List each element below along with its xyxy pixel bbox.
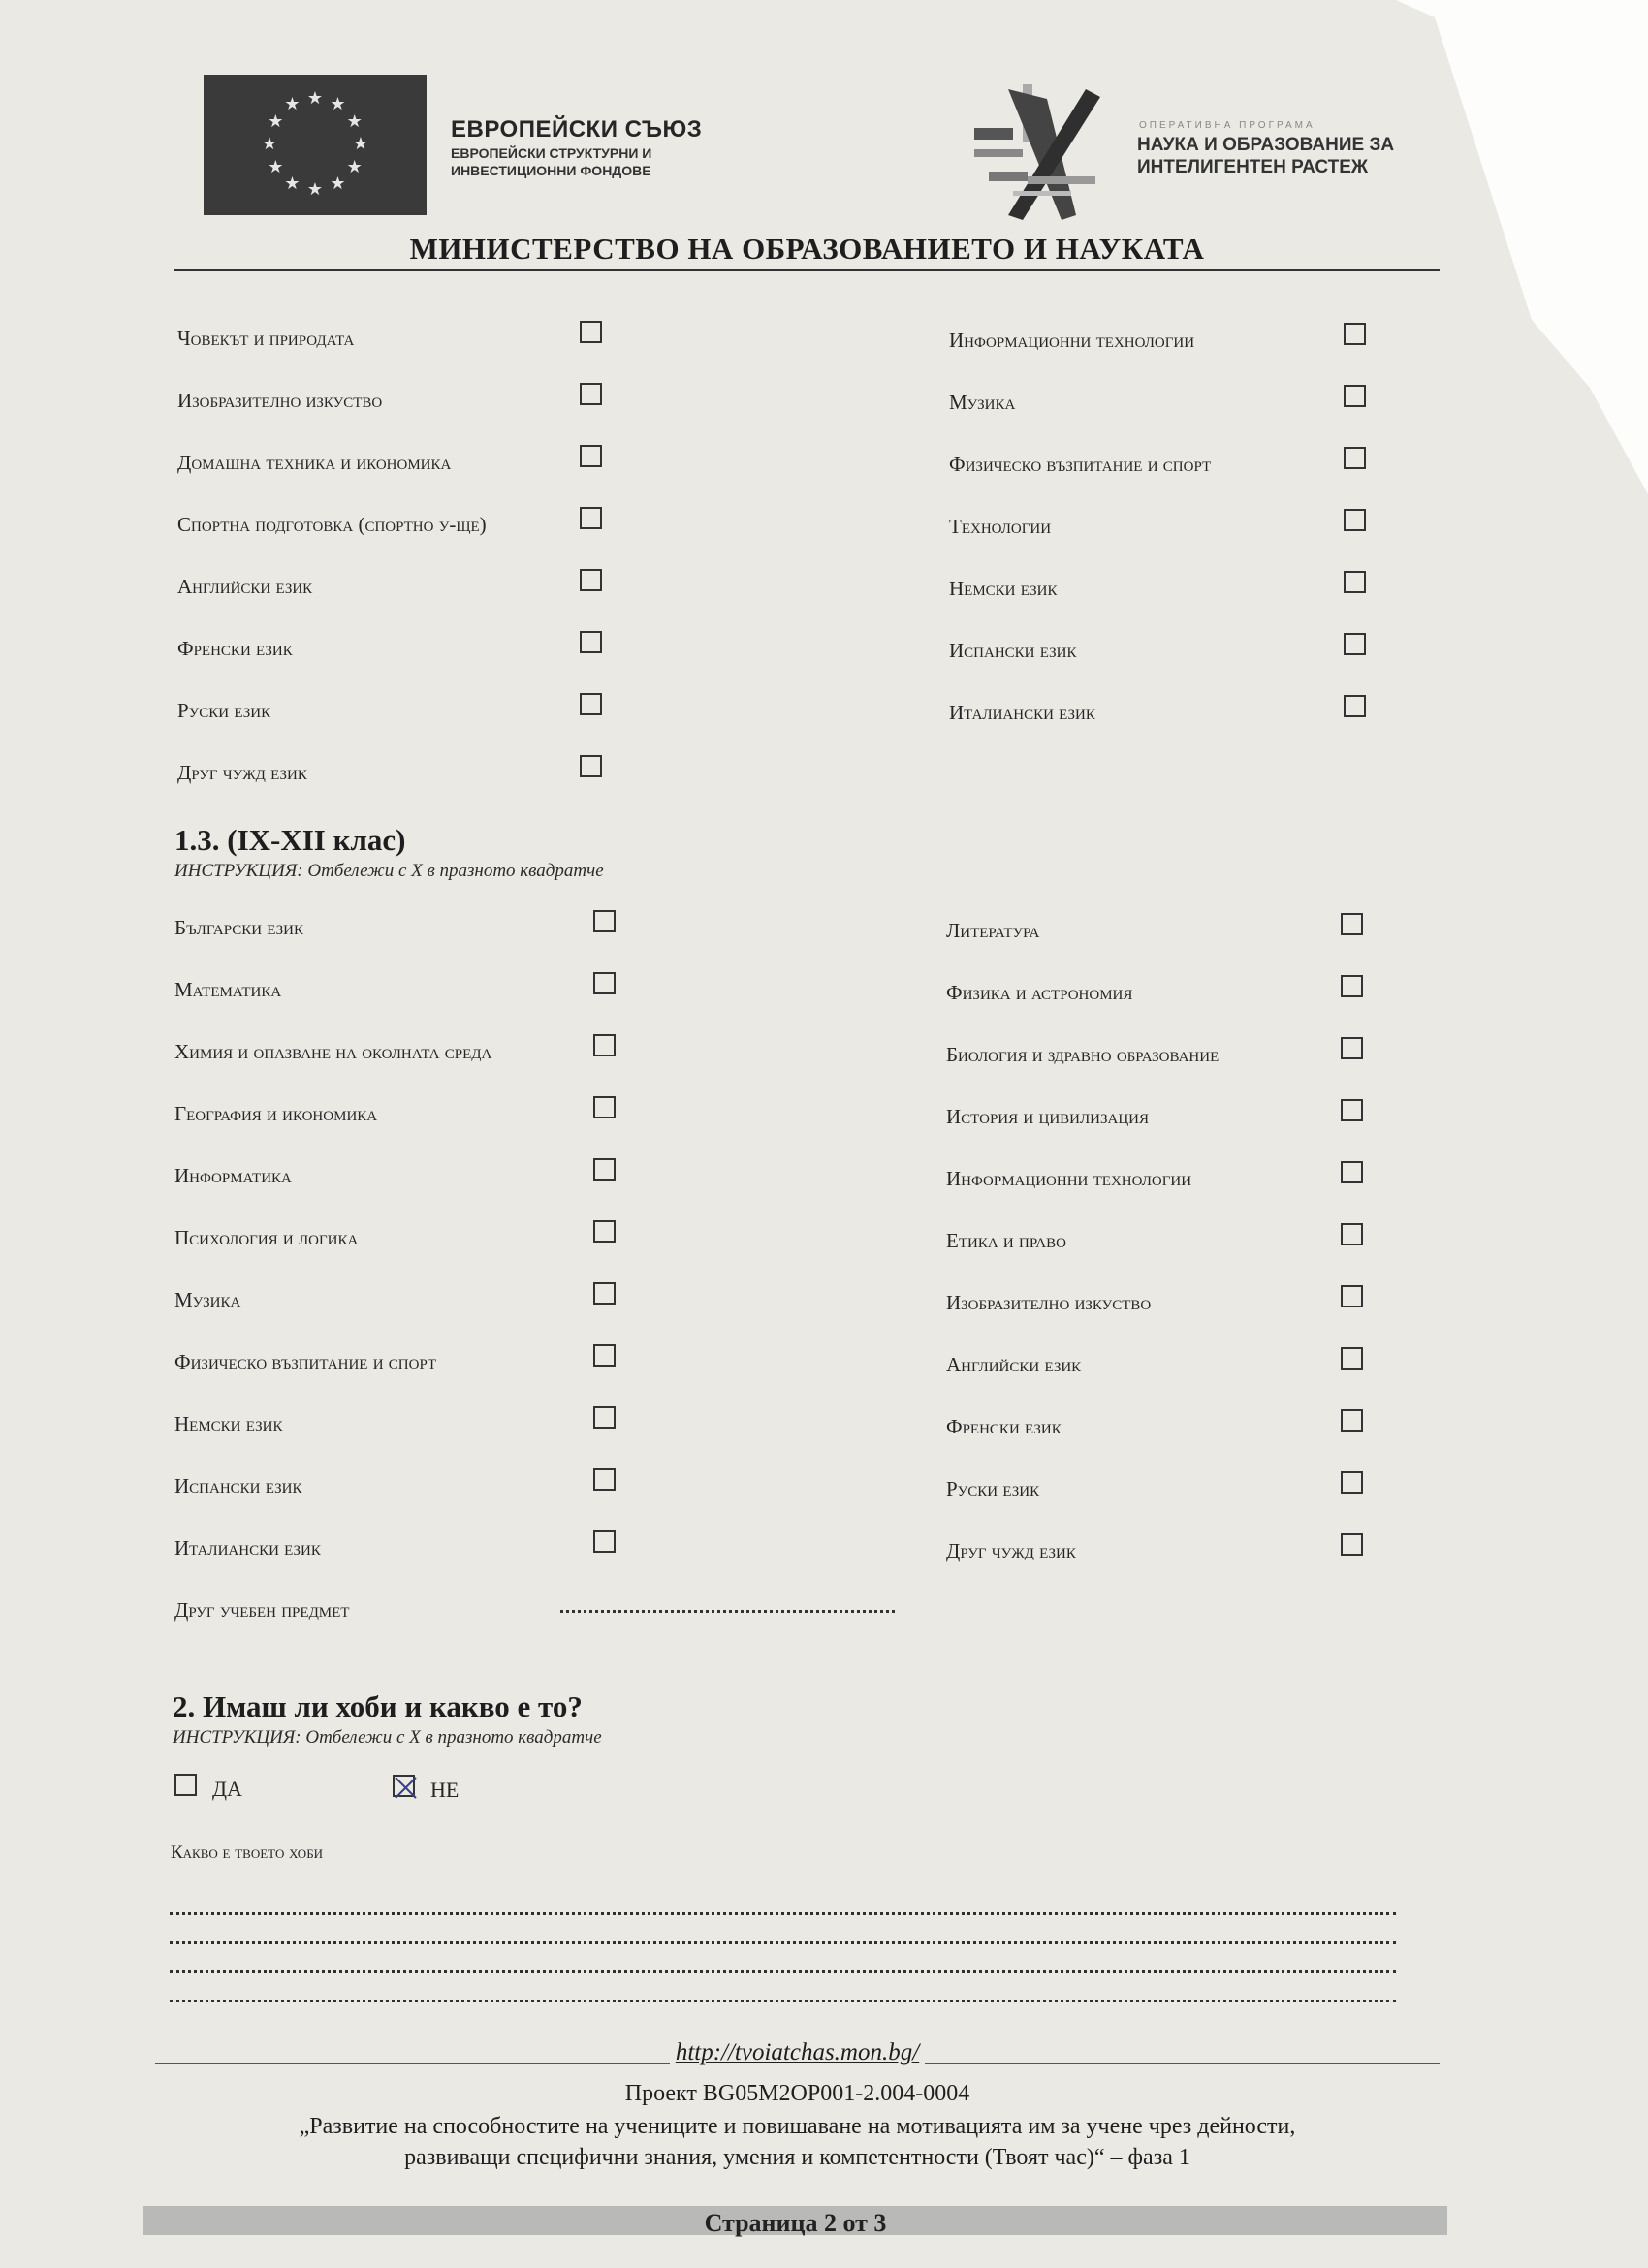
subject-label: Музика: [949, 391, 1016, 414]
subject-label: Български език: [174, 916, 304, 939]
subject-checkbox[interactable]: [580, 321, 602, 343]
subject-checkbox[interactable]: [1344, 695, 1366, 717]
footer-project-title-line1: „Развитие на способностите на учениците и повишаване на мотивацията им за учене чрез дейности,: [299, 2114, 1296, 2139]
op-science-education-logo: [969, 79, 1115, 225]
subject-checkbox[interactable]: [593, 1530, 616, 1553]
eu-star-icon: ★: [346, 156, 363, 177]
subject-label: Биология и здравно образование: [946, 1043, 1220, 1066]
subject-checkbox[interactable]: [1341, 975, 1363, 997]
subject-checkbox[interactable]: [580, 383, 602, 405]
subject-checkbox[interactable]: [1341, 1099, 1363, 1121]
checkmark-x-icon: [395, 1777, 417, 1799]
subject-checkbox[interactable]: [593, 972, 616, 994]
subject-checkbox[interactable]: [1341, 1471, 1363, 1494]
section-1-3-title: 1.3. (IX-XII клас): [174, 823, 406, 857]
eu-star-icon: ★: [284, 94, 301, 115]
eu-star-icon: ★: [306, 179, 324, 200]
subject-label: Химия и опазване на околната среда: [174, 1040, 492, 1063]
section-2-title: 2. Имаш ли хоби и какво е то?: [173, 1689, 583, 1723]
hobby-no-label: НЕ: [430, 1778, 460, 1802]
subject-label: Физическо възпитание и спорт: [949, 453, 1212, 476]
subject-label: Френски език: [177, 637, 293, 660]
subject-label: Италиански език: [949, 701, 1095, 724]
subject-checkbox[interactable]: [1344, 323, 1366, 345]
subject-checkbox[interactable]: [1344, 385, 1366, 407]
eu-star-icon: ★: [346, 110, 363, 132]
subject-checkbox[interactable]: [1341, 1533, 1363, 1556]
subject-checkbox[interactable]: [1344, 633, 1366, 655]
subject-label: Психология и логика: [174, 1226, 359, 1249]
eu-title: ЕВРОПЕЙСКИ СЪЮЗ: [451, 116, 703, 142]
subject-checkbox[interactable]: [1341, 1161, 1363, 1183]
subject-checkbox[interactable]: [593, 1344, 616, 1367]
op-name-line2: ИНТЕЛИГЕНТЕН РАСТЕЖ: [1137, 157, 1369, 177]
hobby-answer-line-1[interactable]: [170, 1911, 1396, 1915]
subject-checkbox[interactable]: [1341, 1285, 1363, 1307]
subject-checkbox[interactable]: [593, 1034, 616, 1056]
eu-subtitle-line2: ИНВЕСТИЦИОННИ ФОНДОВЕ: [451, 163, 651, 178]
subject-checkbox[interactable]: [593, 1096, 616, 1118]
subject-checkbox[interactable]: [580, 693, 602, 715]
op-small-caption: ОПЕРАТИВНА ПРОГРАМА: [1139, 120, 1315, 131]
eu-star-icon: ★: [330, 173, 346, 194]
eu-star-icon: ★: [352, 134, 369, 154]
subject-label: Физическо възпитание и спорт: [174, 1350, 437, 1373]
subject-checkbox[interactable]: [1344, 571, 1366, 593]
hobby-yes-checkbox[interactable]: [174, 1774, 197, 1796]
eu-star-icon: ★: [261, 134, 278, 154]
subject-label: История и цивилизация: [946, 1105, 1150, 1128]
subject-label: Етика и право: [946, 1229, 1066, 1252]
hobby-answer-line-3[interactable]: [170, 1969, 1396, 1973]
eu-star-icon: ★: [268, 110, 284, 132]
subject-checkbox[interactable]: [593, 1158, 616, 1181]
subject-label: Друг чужд език: [946, 1539, 1076, 1562]
hobby-yes-label: ДА: [212, 1777, 242, 1801]
hobby-answer-line-2[interactable]: [170, 1940, 1396, 1944]
footer-url-link[interactable]: http://tvoiatchas.mon.bg/: [670, 2039, 925, 2065]
hobby-question-label: Какво е твоето хоби: [171, 1843, 324, 1863]
subject-label: Литература: [946, 919, 1040, 942]
subject-label: Друг чужд език: [177, 761, 307, 784]
subject-label: Информатика: [174, 1164, 292, 1187]
subject-checkbox[interactable]: [593, 1406, 616, 1429]
eu-star-icon: ★: [306, 88, 324, 109]
footer-project-code: Проект BG05M2OP001-2.004-0004: [624, 2081, 970, 2106]
subject-label: Немски език: [174, 1412, 283, 1435]
subject-label: География и икономика: [174, 1102, 378, 1125]
subject-checkbox[interactable]: [580, 507, 602, 529]
subject-checkbox[interactable]: [580, 755, 602, 777]
subject-label: Човекът и природата: [177, 327, 355, 350]
subject-checkbox[interactable]: [593, 1220, 616, 1243]
subject-label: Математика: [174, 978, 282, 1001]
subject-checkbox[interactable]: [1341, 1347, 1363, 1370]
subject-checkbox[interactable]: [1344, 509, 1366, 531]
subject-checkbox[interactable]: [1344, 447, 1366, 469]
subject-label: Френски език: [946, 1415, 1062, 1438]
subject-checkbox[interactable]: [593, 1468, 616, 1491]
subject-checkbox[interactable]: [1341, 1409, 1363, 1432]
ministry-title: МИНИСТЕРСТВО НА ОБРАЗОВАНИЕТО И НАУКАТА: [409, 232, 1205, 266]
subject-label: Изобразително изкуство: [177, 389, 383, 412]
subject-label: Испански език: [174, 1474, 302, 1497]
eu-star-icon: ★: [284, 173, 301, 194]
subject-label: Испански език: [949, 639, 1077, 662]
footer-url-wrap: [155, 2039, 1440, 2066]
subject-checkbox[interactable]: [1341, 1223, 1363, 1245]
subject-checkbox[interactable]: [580, 631, 602, 653]
eu-star-icon: ★: [268, 156, 284, 177]
footer-project-title-line2: развиващи специфични знания, умения и компетентности (Твоят час)“ – фаза 1: [404, 2145, 1190, 2170]
subject-label: Спортна подготовка (спортно у-ще): [177, 513, 487, 536]
subject-label: Руски език: [177, 699, 271, 722]
section-1-3-instruction: ИНСТРУКЦИЯ: Отбележи с Х в празното квадратче: [174, 861, 604, 881]
subject-label: Домашна техника и икономика: [177, 451, 452, 474]
subject-label: Английски език: [177, 575, 313, 598]
header-divider: [174, 269, 1440, 271]
subject-checkbox[interactable]: [580, 569, 602, 591]
subject-label: Технологии: [949, 515, 1052, 538]
subject-checkbox[interactable]: [580, 445, 602, 467]
subject-label: Руски език: [946, 1477, 1040, 1500]
hobby-no-checkbox[interactable]: [393, 1775, 415, 1797]
subject-label: Изобразително изкуство: [946, 1291, 1152, 1314]
subject-label: Немски език: [949, 577, 1058, 600]
subject-label: Английски език: [946, 1353, 1082, 1376]
subject-checkbox[interactable]: [593, 910, 616, 932]
hobby-answer-line-4[interactable]: [170, 1999, 1396, 2002]
other-subject-label: Друг учебен предмет: [174, 1598, 350, 1622]
subject-label: Информационни технологии: [949, 329, 1195, 352]
subject-label: Музика: [174, 1288, 241, 1311]
eu-star-icon: ★: [330, 94, 346, 115]
subject-checkbox[interactable]: [1341, 913, 1363, 935]
section-2-instruction: ИНСТРУКЦИЯ: Отбележи с Х в празното квадратче: [173, 1727, 602, 1748]
op-name-line1: НАУКА И ОБРАЗОВАНИЕ ЗА: [1137, 135, 1395, 155]
subject-checkbox[interactable]: [593, 1282, 616, 1305]
eu-flag-logo: [204, 75, 427, 215]
subject-label: Информационни технологии: [946, 1167, 1192, 1190]
subject-label: Италиански език: [174, 1536, 321, 1559]
subject-label: Физика и астрономия: [946, 981, 1133, 1004]
subject-checkbox[interactable]: [1341, 1037, 1363, 1059]
page-number: Страница 2 от 3: [704, 2209, 887, 2237]
eu-subtitle-line1: ЕВРОПЕЙСКИ СТРУКТУРНИ И: [451, 145, 652, 161]
other-subject-input-line[interactable]: [560, 1609, 895, 1613]
